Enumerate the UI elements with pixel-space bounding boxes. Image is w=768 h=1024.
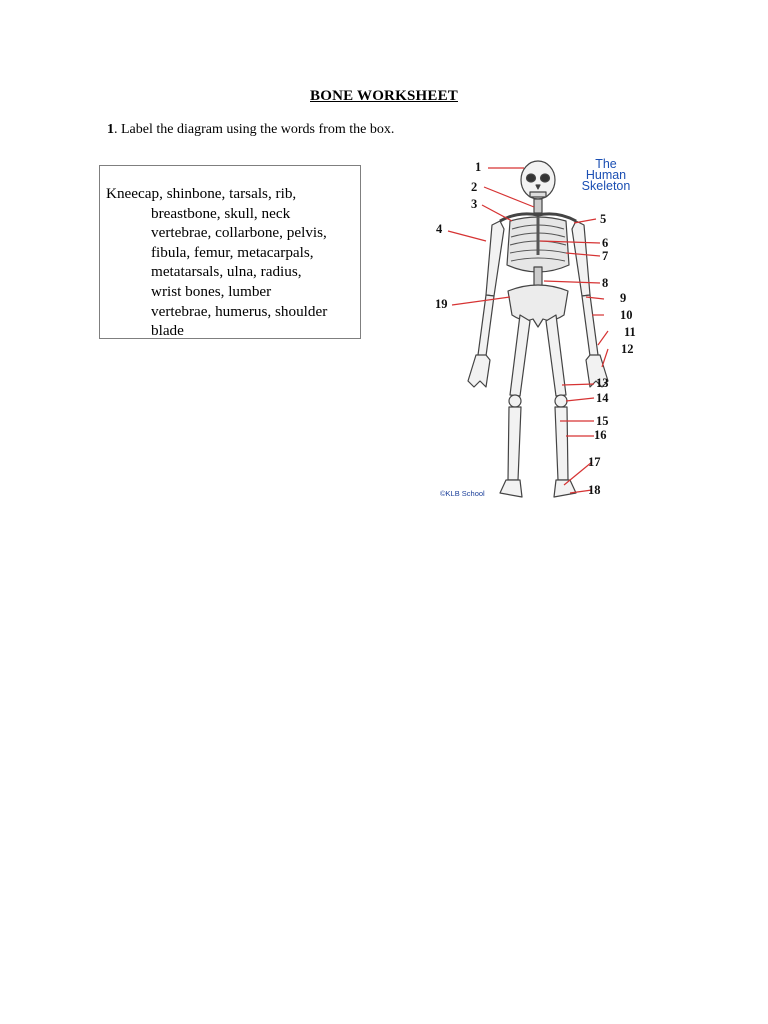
label-12: 12 (621, 342, 634, 356)
word-box-line: vertebrae, collarbone, pelvis, (151, 224, 327, 242)
skeleton-diagram (428, 155, 638, 505)
word-box-line: blade (151, 322, 184, 340)
caption-line: Skeleton (581, 179, 631, 193)
label-10: 10 (620, 308, 633, 322)
leader-line-11 (598, 331, 608, 345)
eye-socket-left (527, 174, 536, 182)
word-box-line: fibula, femur, metacarpals, (151, 243, 314, 261)
left-hand-shape (468, 355, 490, 387)
leader-line-19 (452, 297, 510, 305)
right-foot-shape (554, 480, 576, 497)
left-femur-shape (510, 315, 530, 396)
right-forearm-shape (582, 295, 598, 356)
label-9: 9 (620, 291, 627, 305)
instruction-number: 1 (107, 122, 114, 137)
instruction (107, 122, 394, 138)
right-kneecap-shape (555, 395, 567, 407)
word-box-line: breastbone, skull, neck (151, 204, 291, 222)
label-15: 15 (596, 414, 609, 428)
label-14: 14 (596, 391, 609, 405)
leader-line-3 (482, 205, 512, 221)
label-7: 7 (602, 249, 609, 263)
diagram-caption (572, 159, 640, 192)
leader-line-14 (566, 398, 594, 401)
word-list (106, 184, 356, 341)
label-2: 2 (471, 180, 478, 194)
label-13: 13 (596, 376, 609, 390)
label-1: 1 (475, 160, 482, 174)
right-humerus-shape (572, 221, 590, 296)
label-5: 5 (600, 212, 607, 226)
neck-vertebrae-shape (534, 199, 542, 213)
leader-line-4 (448, 231, 486, 241)
worksheet-title: BONE WORKSHEET (310, 88, 458, 104)
left-shin-shape (508, 407, 521, 480)
caption-line: Human (585, 168, 627, 182)
label-16: 16 (594, 428, 607, 442)
leader-line-8 (544, 281, 600, 283)
eye-socket-right (541, 174, 550, 182)
skeleton-illustration (428, 155, 638, 505)
label-8: 8 (602, 276, 609, 290)
label-3: 3 (471, 197, 478, 211)
label-6: 6 (602, 236, 609, 250)
label-11: 11 (624, 325, 636, 339)
left-forearm-shape (478, 295, 494, 356)
left-humerus-shape (486, 221, 504, 296)
left-foot-shape (500, 480, 522, 497)
instruction-text: . Label the diagram using the words from the box. (114, 122, 395, 137)
label-18: 18 (588, 483, 601, 497)
word-box-line: wrist bones, lumber (151, 282, 272, 300)
word-box-line: metatarsals, ulna, radius, (151, 263, 302, 281)
right-femur-shape (546, 315, 566, 396)
leader-line-12 (602, 349, 608, 367)
label-17: 17 (588, 455, 601, 469)
copyright-text: ©KLB School (440, 489, 485, 498)
right-shin-shape (555, 407, 568, 480)
jaw-teeth (530, 192, 546, 197)
label-19: 19 (435, 297, 448, 311)
pelvis-shape (508, 285, 568, 327)
word-box-line: vertebrae, humerus, shoulder (151, 302, 328, 320)
word-box (99, 165, 361, 339)
label-4: 4 (436, 222, 443, 236)
word-box-line: Kneecap, shinbone, tarsals, rib, (106, 185, 297, 202)
caption-line: The (595, 157, 617, 171)
left-kneecap-shape (509, 395, 521, 407)
